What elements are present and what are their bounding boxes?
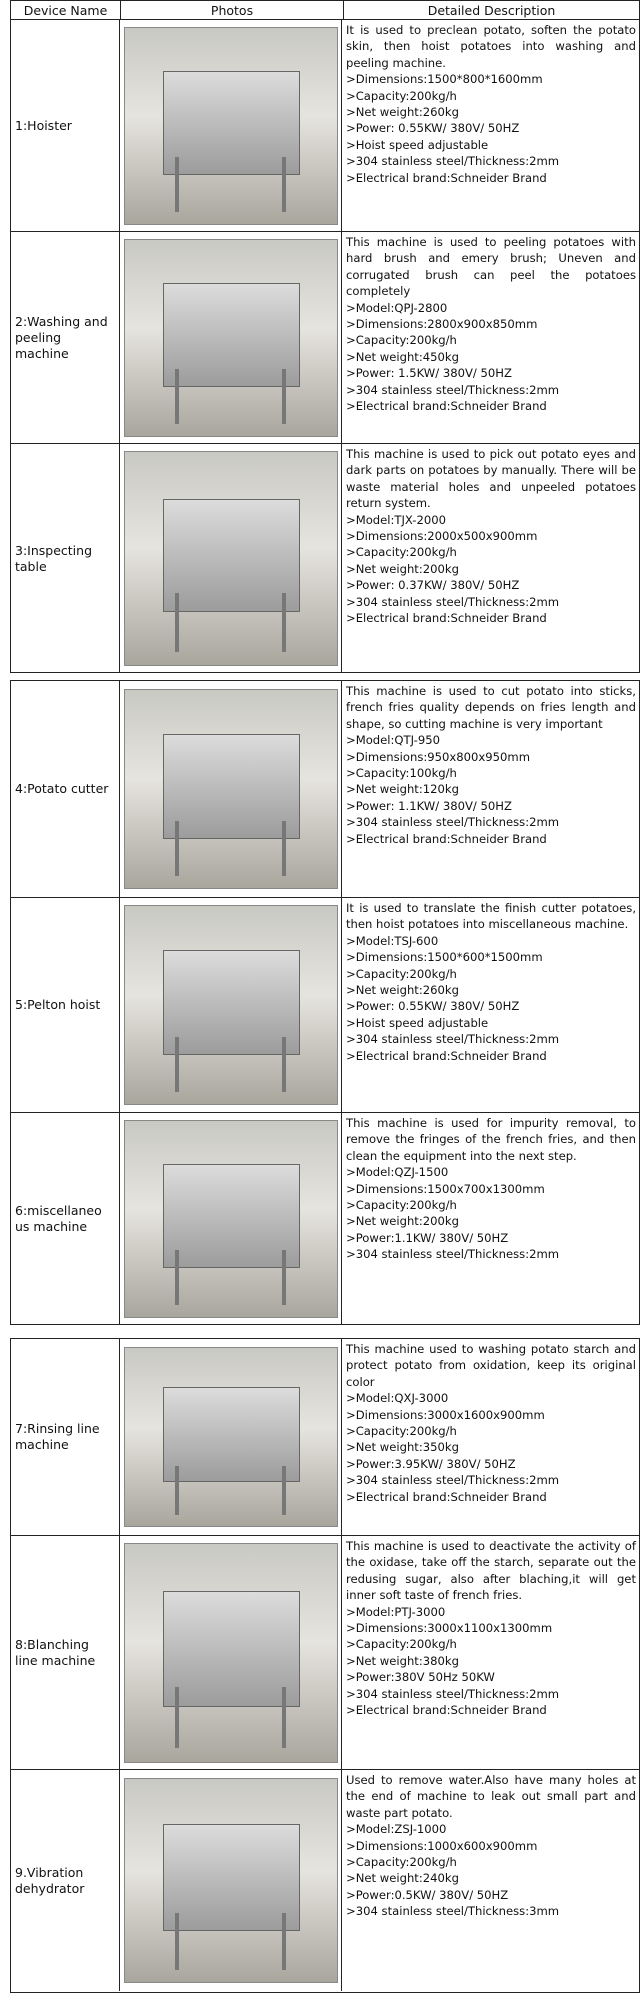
spec-line: >Dimensions:3000x1100x1300mm [346, 1621, 553, 1636]
description: This machine is used to deactivate the activity of the oxidase, take off the starch, separate out the redusing sugar, also after blaching,it will get inner soft taste of french fries. [346, 1539, 636, 1603]
description: This machine is used to pick out potato eyes and dark parts on potatoes by manually. There will be waste material holes and unpeeled potatoes return system. [346, 447, 636, 511]
device-name: 7:Rinsing line machine [11, 1339, 120, 1535]
spec-line: >304 stainless steel/Thickness:3mm [346, 1904, 560, 1919]
spec-line: >Electrical brand:Schneider Brand [346, 1048, 547, 1063]
device-name: 6:miscellaneo us machine [11, 1113, 120, 1324]
device-name: 4:Potato cutter [11, 681, 120, 897]
spec-line: >Dimensions:3000x1600x900mm [346, 1407, 545, 1422]
spec-line: >Dimensions:1500*800*1600mm [346, 72, 543, 87]
spec-line: >Capacity:200kg/h [346, 1424, 457, 1439]
description: This machine is used to peeling potatoes with hard brush and emery brush; Uneven and corrugated brush can peel the potatoes completely [346, 235, 636, 299]
spec-line: >Power:3.95KW/ 380V/ 50HZ [346, 1456, 516, 1471]
table-row [11, 681, 639, 898]
table-row [11, 20, 639, 232]
detail-cell [342, 1113, 639, 1324]
spec-line: >Capacity:200kg/h [346, 333, 457, 348]
table-row [11, 898, 639, 1113]
detail-cell [342, 1770, 639, 1991]
spec-line: >Power: 0.55KW/ 380V/ 50HZ [346, 999, 520, 1014]
spec-line: >304 stainless steel/Thickness:2mm [346, 382, 560, 397]
spec-line: >Electrical brand:Schneider Brand [346, 399, 547, 414]
device-name: 8:Blanching line machine [11, 1536, 120, 1769]
spec-line: >304 stainless steel/Thickness:2mm [346, 815, 560, 830]
spec-line: >Capacity:200kg/h [346, 1637, 457, 1652]
pelton-hoist-photo [124, 905, 338, 1105]
spec-line: >Electrical brand:Schneider Brand [346, 170, 547, 185]
potato-cutter-photo [124, 689, 338, 889]
spec-line: >Dimensions:1500*600*1500mm [346, 950, 543, 965]
header-detailed-description: Detailed Description [427, 2, 556, 18]
spec-line: >Hoist speed adjustable [346, 1015, 489, 1030]
device-name: 5:Pelton hoist [11, 898, 120, 1112]
header-photos: Photos [121, 1, 344, 19]
header-device-name: Device Name [11, 1, 121, 19]
spec-line: >Dimensions:950x800x950mm [346, 749, 530, 764]
vibration-dehydrator-photo [124, 1778, 338, 1983]
spec-line: >Model:QXJ-3000 [346, 1391, 449, 1406]
equipment-table-3 [10, 1338, 640, 1993]
spec-line: >Net weight:380kg [346, 1653, 459, 1668]
inspecting-table-photo [124, 451, 338, 666]
spec-line: >Net weight:350kg [346, 1440, 459, 1455]
spec-line: >Hoist speed adjustable [346, 137, 489, 152]
spec-line: >Power: 0.37KW/ 380V/ 50HZ [346, 578, 520, 593]
detail-cell [342, 20, 639, 231]
description: It is used to translate the finish cutter potatoes, then hoist potatoes into miscellaneous machine. [346, 901, 636, 932]
spec-line: >Power: 1.1KW/ 380V/ 50HZ [346, 798, 512, 813]
device-name: 1:Hoister [11, 20, 120, 231]
spec-line: >Capacity:200kg/h [346, 545, 457, 560]
spec-line: >Model:TJX-2000 [346, 512, 446, 527]
spec-line: >304 stainless steel/Thickness:2mm [346, 1473, 560, 1488]
spec-line: >Electrical brand:Schneider Brand [346, 611, 547, 626]
rinsing-line-machine-photo [124, 1347, 338, 1527]
description: This machine is used to cut potato into sticks, french fries quality depends on fries length and shape, so cutting machine is very important [346, 684, 636, 731]
spec-line: >Model:QTJ-950 [346, 733, 440, 748]
description: This machine is used for impurity removal, to remove the fringes of the french fries, and then clean the equipment into the next step. [346, 1116, 636, 1163]
spec-line: >Electrical brand:Schneider Brand [346, 831, 547, 846]
detail-cell [342, 681, 639, 897]
spec-line: >304 stainless steel/Thickness:2mm [346, 1247, 560, 1262]
detail-cell [342, 898, 639, 1112]
spec-line: >Net weight:260kg [346, 983, 459, 998]
spec-line: >Capacity:200kg/h [346, 88, 457, 103]
device-name: 2:Washing and peeling machine [11, 232, 120, 443]
spec-line: >304 stainless steel/Thickness:2mm [346, 594, 560, 609]
spec-line: >Power: 0.55KW/ 380V/ 50HZ [346, 121, 520, 136]
detail-cell [342, 1536, 639, 1769]
spec-line: >Capacity:200kg/h [346, 1198, 457, 1213]
spec-line: >Net weight:200kg [346, 561, 459, 576]
spec-line: >Dimensions:2800x900x850mm [346, 317, 538, 332]
spec-line: >Dimensions:2000x500x900mm [346, 529, 538, 544]
equipment-table-1 [10, 0, 640, 673]
device-name: 9.Vibration dehydrator [11, 1770, 120, 1991]
device-name: 3:Inspecting table [11, 444, 120, 673]
spec-line: >Net weight:240kg [346, 1871, 459, 1886]
table-row [11, 444, 639, 673]
description: This machine used to washing potato starch and protect potato from oxidation, keep its original color [346, 1342, 636, 1389]
spec-line: >Electrical brand:Schneider Brand [346, 1489, 547, 1504]
blanching-line-machine-photo [124, 1543, 338, 1763]
equipment-table-2 [10, 680, 640, 1325]
spec-line: >Net weight:260kg [346, 105, 459, 120]
table-row [11, 1113, 639, 1324]
table-row [11, 1339, 639, 1536]
spec-line: >Model:ZSJ-1000 [346, 1822, 447, 1837]
spec-line: >Capacity:200kg/h [346, 966, 457, 981]
description: It is used to preclean potato, soften the potato skin, then hoist potatoes into washing and peeling machine. [346, 23, 636, 70]
spec-line: >Model:QZJ-1500 [346, 1165, 449, 1180]
spec-line: >Electrical brand:Schneider Brand [346, 1703, 547, 1718]
spec-line: >Capacity:200kg/h [346, 1855, 457, 1870]
miscellaneous-machine-photo [124, 1120, 338, 1318]
washing-peeling-machine-photo [124, 239, 338, 437]
detail-cell [342, 232, 639, 443]
spec-line: >Model:TSJ-600 [346, 933, 439, 948]
spec-line: >Net weight:450kg [346, 349, 459, 364]
spec-line: >Model:QPJ-2800 [346, 300, 448, 315]
table-header [11, 1, 639, 20]
detail-cell [342, 1339, 639, 1535]
table-row [11, 1536, 639, 1770]
spec-line: >Net weight:200kg [346, 1214, 459, 1229]
spec-line: >Net weight:120kg [346, 782, 459, 797]
spec-line: >304 stainless steel/Thickness:2mm [346, 1032, 560, 1047]
spec-line: >Dimensions:1500x700x1300mm [346, 1181, 545, 1196]
spec-line: >Dimensions:1000x600x900mm [346, 1838, 538, 1853]
spec-line: >304 stainless steel/Thickness:2mm [346, 154, 560, 169]
hoister-machine-photo [124, 27, 338, 225]
table-row [11, 232, 639, 444]
spec-line: >Power: 1.5KW/ 380V/ 50HZ [346, 366, 512, 381]
detail-cell [342, 444, 639, 673]
description: Used to remove water.Also have many holes at the end of machine to leak out small part and waste part potato. [346, 1773, 636, 1820]
spec-line: >Capacity:100kg/h [346, 766, 457, 781]
spec-line: >304 stainless steel/Thickness:2mm [346, 1686, 560, 1701]
table-row [11, 1770, 639, 1991]
spec-line: >Power:380V 50Hz 50KW [346, 1670, 495, 1685]
spec-line: >Power:0.5KW/ 380V/ 50HZ [346, 1887, 509, 1902]
spec-line: >Power:1.1KW/ 380V/ 50HZ [346, 1230, 509, 1245]
spec-line: >Model:PTJ-3000 [346, 1604, 446, 1619]
